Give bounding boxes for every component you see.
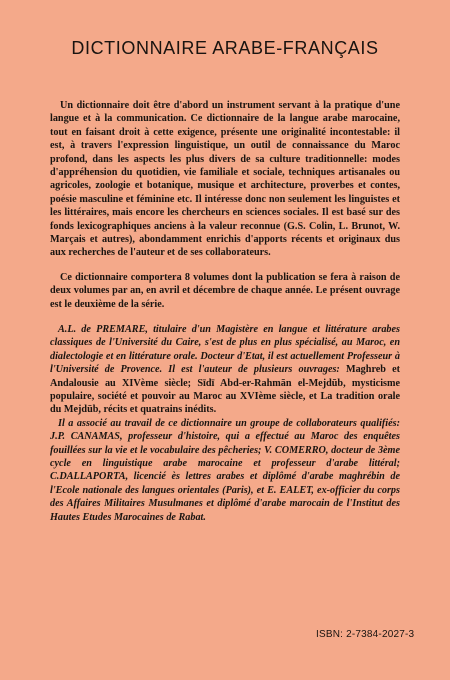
volumes-paragraph: Ce dictionnaire comportera 8 volumes dont la publication se fera à raison de deux volumes par an, en avril et décembre de chaque année. Le présent ouvrage est le deuxième de la série. bbox=[50, 272, 400, 310]
author-work-2: Sīdī Abd-er-Rahmān el-Mejdūb, mysticisme populaire, société et pouvoir au Maroc au XVIème siècle, bbox=[50, 377, 401, 403]
collaborators-paragraph: Il a associé au travail de ce dictionnaire un groupe de collaborateurs qualifiés: J.P. CANAMAS, professeur d'histoire, qui a effectué au Maroc des enquêtes fouillées sur la vie et le vocabulaire des pêcheries; V. COMERRO, docteur de 3ème cycle en linguistique arabe marocaine et professeur d'arabe littéral; C.DALLAPORTA, licencié ès lettres arabes et diplômé d'arabe maghrébin de l'Ecole nationale des langues orientales (Paris), et E. EALET, ex-officier du corps des Affaires Militaires Musulmanes et diplômé d'arabe marocain de l'Institut des Hautes Etudes Marocaines de Rabat. bbox=[50, 417, 400, 523]
author-section bbox=[50, 323, 400, 524]
author-and: et bbox=[308, 391, 317, 403]
author-intro: A.L. de PREMARE, titulaire d'un Magistère en langue et littérature arabes classiques de l'Université du Caire, s'est de plus en plus spécialisé, au Maroc, en dialectologie et en littérature orale. Docteur d'Etat, il est actuellement Professeur à l'Université de Provence. Il est l'auteur de plusieurs ouvrages: bbox=[50, 324, 400, 376]
author-bio bbox=[50, 323, 400, 417]
book-title: DICTIONNAIRE ARABE-FRANÇAIS bbox=[71, 38, 379, 58]
description-paragraph: Un dictionnaire doit être d'abord un instrument servant à la pratique d'une langue et à la communication. Ce dictionnaire de la langue arabe marocaine, tout en faisant droit à cette exigence, présente une originalité incontestable: il est, à travers l'expression linguistique, un outil de connaissance du Maroc profond, dans les aspects les plus divers de sa culture traditionnelle: modes d'appréhension du quotidien, vie familiale et sociale, techniques artisanales ou agricoles, zoologie et botanique, musique et architecture, proverbes et contes, poésie masculine et féminine etc. Il intéresse donc non seulement les linguistes et les littéraires, mais encore les chercheurs en sciences sociales. Il est basé sur des fonds lexicographiques anciens à la valeur reconnue (G.S. Colin, L. Brunot, W. Marçais et autres), abondamment enrichis d'apports récents et originaux dus aux recherches de l'auteur et de ses collaborateurs. bbox=[50, 100, 400, 259]
isbn-label: ISBN: 2-7384-2027-3 bbox=[316, 629, 415, 640]
author-work-1: Maghreb et Andalousie au XIVème siècle; bbox=[50, 364, 401, 389]
author-work-3: La tradition orale du Mejdūb, récits et quatrains inédits. bbox=[50, 391, 401, 416]
